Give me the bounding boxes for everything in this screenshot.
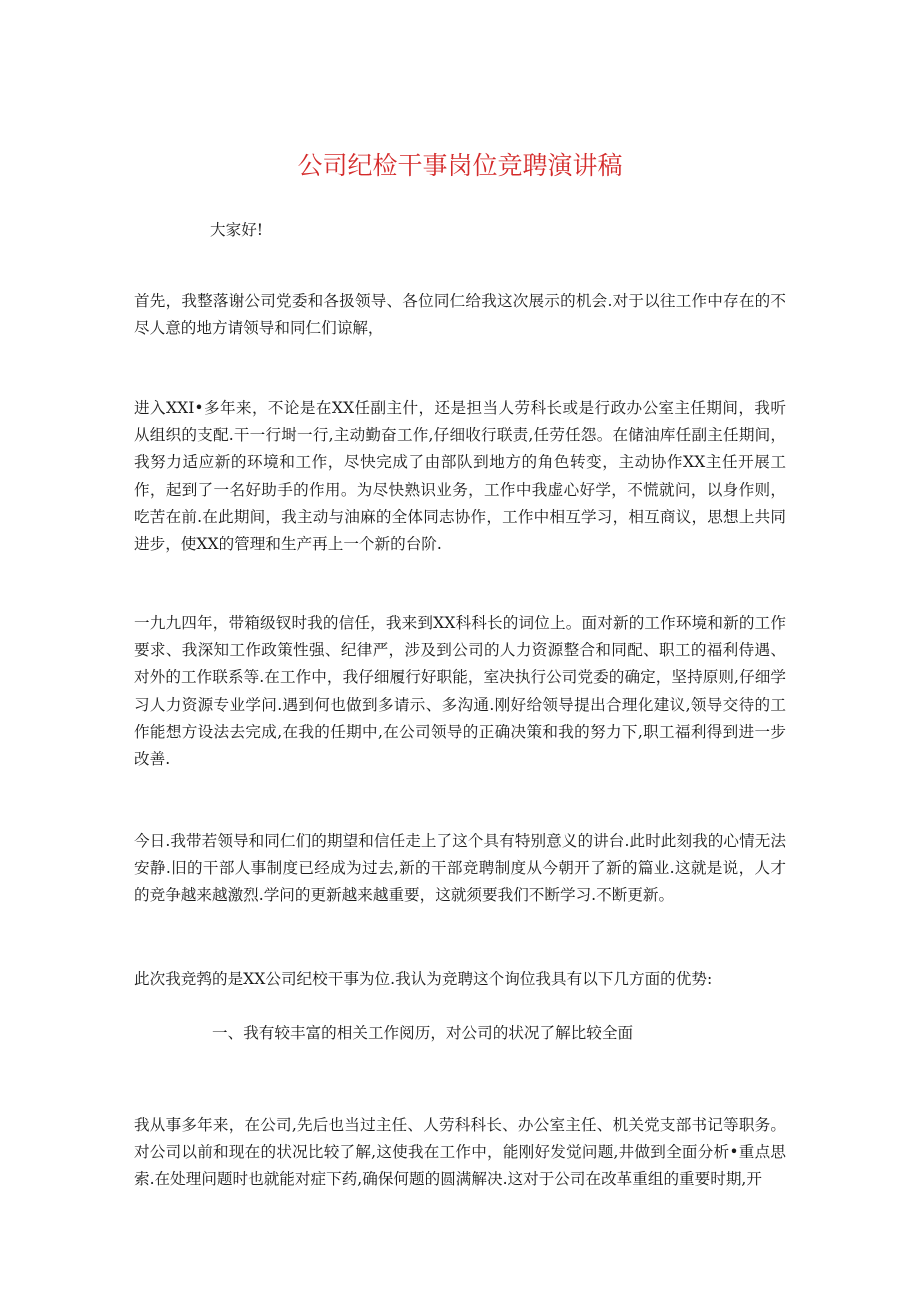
section-heading: 一、我有较丰富的相关工作阅历，对公司的状况了解比较全面	[212, 1024, 634, 1042]
paragraph-6: 我从事多年来，在公司,先后也当过主任、人劳科科长、办公室主任、机关党支部书记等职务。对公司以前和现在的状况比较了解,这使我在工作中，能刚好发觉问题,井做到全面分析•重点思索.在处理问题时也就能对症下药,确保何题的圆满解决.这对于公司在改革重组的重要时期,开	[134, 1116, 786, 1189]
greeting: 大家好!	[210, 221, 264, 239]
paragraph-2: 进入XXI•多年来，不论是在XX任副主什，还是担当人劳科长或是行政办公室主任期间，我听从组织的支配.干一行埘一行,主动勤奋工作,仔细收行联责,任劳任怨。在储油库任副主任期间，我努力适应新的环境和工作，尽快完成了由部队到地方的角色转变，主动协作XX主任开展工作，起到了一名好助手的作用。为尽快熟识业务，工作中我虚心好学，不慌就问，以身作则，吃苦在前.在此期间，我主动与油麻的全体同志协作，工作中相互学习，相互商议，思想上共同进步，使XX的管理和生产再上一个新的台阶.	[134, 399, 786, 554]
paragraph-4: 今日.我带若领导和同仁们的期望和信任走上了这个具有特别意义的讲台.此时此刻我的心情无法安静.旧的干部人事制度已经成为过去,新的干部竞聘制度从今朝开了新的篇业.这就是说，人才的竞争越来越激烈.学问的更新越来越重要，这就须要我们不断学习.不断更新。	[134, 832, 786, 905]
paragraph-1: 首先，我整落谢公司党委和各扱领导、各位同仁给我这次展示的机会.对于以往工作中存在的不尽人意的地方请领导和同仁们谅解，	[134, 292, 786, 338]
paragraph-3: 一九九四年，带箱级钗时我的信任，我来到XX科科长的词位上。面对新的工作环境和新的工作要求、我深知工作政策性强、纪律严，涉及到公司的人力资源整合和同配、职工的福利侍遇、对外的工作联系等.在工作中，我仔细履行好职能，室决执行公司党委的确定，坚持原则,仔细学习人力资源专业学问.遇到何也做到多请示、多沟通.刚好给领导提出合理化建议,领导交待的工作能想方设法去完成,在我的任期中,在公司领导的正确决策和我的努力下,职工福利得到进一步改善.	[134, 614, 786, 769]
paragraph-5: 此次我竞鹁的是XX公司纪校干事为位.我认为竞聘这个询位我具有以下几方面的优势:	[134, 970, 713, 988]
document-title: 公司纪检干事岗位竞聘演讲稿	[297, 151, 623, 180]
